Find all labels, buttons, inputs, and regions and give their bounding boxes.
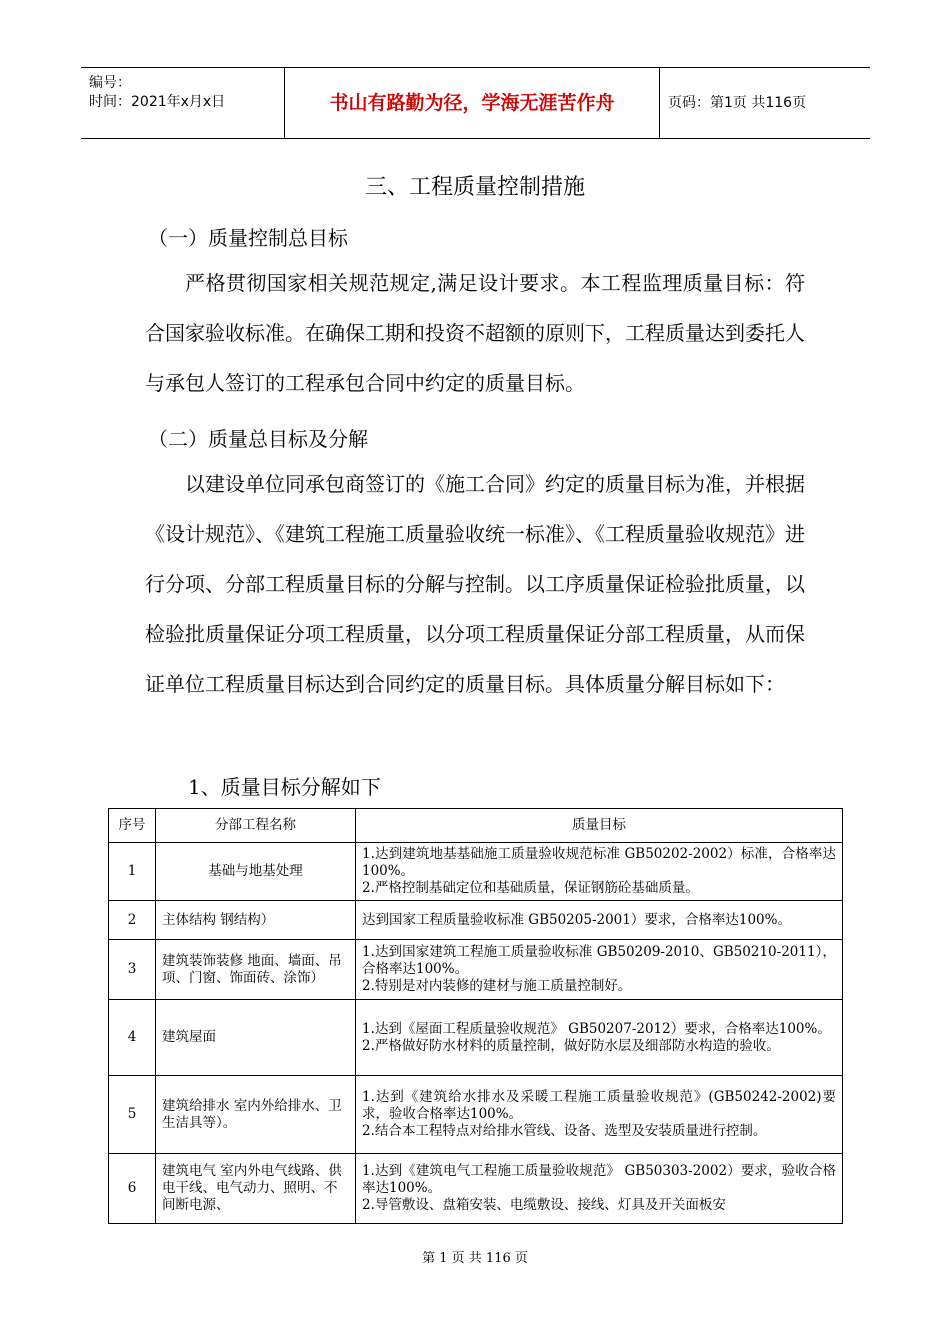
header-name: 分部工程名称 bbox=[156, 809, 356, 843]
header-no: 序号 bbox=[109, 809, 156, 843]
row-no: 5 bbox=[109, 1076, 156, 1154]
goal-line: 1.达到《屋面工程质量验收规范》 GB50207-2012）要求，合格率达100%。 bbox=[362, 1020, 831, 1037]
quality-target-table bbox=[108, 808, 843, 1224]
header-goal: 质量目标 bbox=[356, 809, 843, 843]
row-goal bbox=[356, 1000, 843, 1076]
row-goal bbox=[356, 1154, 843, 1224]
header-meta bbox=[81, 68, 284, 138]
row-goal bbox=[356, 1076, 843, 1154]
goal-line: 1.达到国家建筑工程施工质量验收标准 GB50209-2010、GB50210-2011），合格率达100%。 bbox=[362, 944, 836, 977]
row-name: 主体结构 钢结构） bbox=[156, 901, 356, 940]
document-title: 三、工程质量控制措施 bbox=[364, 175, 585, 200]
row-no: 1 bbox=[109, 843, 156, 901]
section2-body bbox=[145, 459, 805, 709]
table-row bbox=[109, 901, 843, 940]
table-row bbox=[109, 1154, 843, 1224]
row-no: 4 bbox=[109, 1000, 156, 1076]
goal-line: 2.严格控制基础定位和基础质量，保证钢筋砼基础质量。 bbox=[362, 880, 699, 896]
table-row bbox=[109, 940, 843, 1000]
section2-paragraph: 以建设单位同承包商签订的《施工合同》约定的质量目标为准，并根据《设计规范》、《建筑工程施工质量验收统一标准》、《工程质量验收规范》进行分项、分部工程质量目标的分解与控制。以工序质量保证检验批质量，以检验批质量保证分项工程质量，以分项工程质量保证分部工程质量，从而保证单位工程质量目标达到合同约定的质量目标。具体质量分解目标如下： bbox=[145, 472, 805, 696]
subsection-heading: 1、质量目标分解如下 bbox=[188, 775, 381, 799]
table-row bbox=[109, 843, 843, 901]
page-header bbox=[81, 67, 870, 139]
goal-line: 1.达到建筑地基基础施工质量验收规范标准 GB50202-2002）标准，合格率达100%。 bbox=[362, 846, 836, 879]
goal-line: 2.特别是对内装修的建材与施工质量控制好。 bbox=[362, 978, 632, 994]
row-name: 建筑屋面 bbox=[156, 1000, 356, 1076]
table-row bbox=[109, 1076, 843, 1154]
table-header-row bbox=[109, 809, 843, 843]
section1-body bbox=[145, 258, 805, 408]
goal-line: 1.达到《建筑给水排水及采暖工程施工质量验收规范》(GB50242-2002)要求，验收合格率达100%。 bbox=[362, 1089, 836, 1122]
section1-heading: （一）质量控制总目标 bbox=[148, 226, 348, 250]
goal-line: 2.结合本工程特点对给排水管线、设备、选型及安装质量进行控制。 bbox=[362, 1123, 767, 1139]
row-name: 建筑电气 室内外电气线路、供电干线、电气动力、照明、不间断电源、 bbox=[156, 1154, 356, 1224]
section1-paragraph: 严格贯彻国家相关规范规定,满足设计要求。本工程监理质量目标：符合国家验收标准。在确保工期和投资不超额的原则下，工程质量达到委托人与承包人签订的工程承包合同中约定的质量目标。 bbox=[145, 271, 805, 395]
goal-line: 达到国家工程质量验收标准 GB50205-2001）要求，合格率达100%。 bbox=[362, 911, 791, 928]
code-label: 编号： bbox=[89, 75, 131, 91]
row-name: 基础与地基处理 bbox=[156, 843, 356, 901]
header-page-number: 页码：第1页 共116页 bbox=[668, 95, 807, 111]
header-motto: 书山有路勤为径，学海无涯苦作舟 bbox=[284, 68, 660, 138]
page-footer: 第 1 页 共 116 页 bbox=[422, 1251, 528, 1266]
row-no: 3 bbox=[109, 940, 156, 1000]
row-goal bbox=[356, 940, 843, 1000]
row-no: 6 bbox=[109, 1154, 156, 1224]
row-name: 建筑装饰装修 地面、墙面、吊项、门窗、饰面砖、涂饰） bbox=[156, 940, 356, 1000]
row-goal bbox=[356, 901, 843, 940]
row-goal bbox=[356, 843, 843, 901]
row-no: 2 bbox=[109, 901, 156, 940]
row-name: 建筑给排水 室内外给排水、卫生洁具等）。 bbox=[156, 1076, 356, 1154]
date-label: 时间：2021年x月x日 bbox=[89, 94, 226, 110]
goal-line: 2.严格做好防水材料的质量控制，做好防水层及细部防水构造的验收。 bbox=[362, 1037, 780, 1054]
section2-heading: （二）质量总目标及分解 bbox=[148, 427, 368, 451]
goal-line: 1.达到《建筑电气工程施工质量验收规范》 GB50303-2002）要求，验收合格率达100%。 bbox=[362, 1163, 836, 1196]
table-row bbox=[109, 1000, 843, 1076]
goal-line: 2.导管敷设、盘箱安装、电缆敷设、接线、灯具及开关面板安 bbox=[362, 1197, 726, 1213]
